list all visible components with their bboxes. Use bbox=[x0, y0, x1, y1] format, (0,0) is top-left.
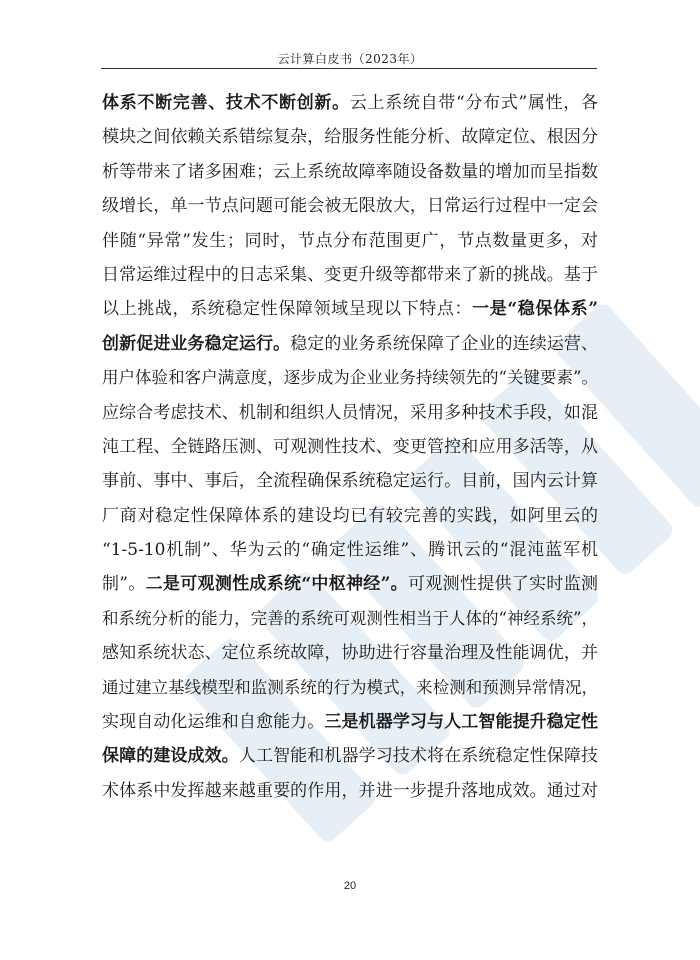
bold-text-segment: 保障的建设成效。 bbox=[102, 746, 239, 767]
text-line bbox=[102, 602, 598, 636]
text-segment: 实现自动化运维和自愈能力。 bbox=[102, 712, 325, 733]
text-segment: 制”。 bbox=[102, 574, 146, 595]
header-divider bbox=[101, 68, 597, 69]
text-line bbox=[102, 739, 598, 773]
text-segment: 析等带来了诸多困难；云上系统故障率随设备数量的增加而呈指数 bbox=[102, 161, 598, 182]
header-title: 云计算白皮书（2023年） bbox=[277, 52, 423, 66]
text-line bbox=[102, 258, 598, 292]
body-text bbox=[102, 86, 598, 808]
text-segment: 术体系中发挥越来越重要的作用，并进一步提升落地成效。通过对 bbox=[102, 780, 598, 801]
text-line bbox=[102, 499, 598, 533]
text-line bbox=[102, 189, 598, 223]
text-segment: 云上系统自带“分布式”属性，各 bbox=[349, 93, 598, 113]
text-segment: 级增长，单一节点问题可能会被无限放大，日常运行过程中一定会 bbox=[102, 196, 598, 217]
text-segment: 人工智能和机器学习技术将在系统稳定性保障技 bbox=[238, 746, 599, 767]
bold-text-segment: 一是“稳保体系” bbox=[472, 299, 598, 320]
text-segment: 以上挑战，系统稳定性保障领域呈现以下特点： bbox=[102, 299, 473, 320]
bold-text-segment: 创新促进业务稳定运行。 bbox=[102, 333, 291, 354]
text-segment: 应综合考虑技术、机制和组织人员情况，采用多种技术手段，如混 bbox=[102, 402, 598, 423]
text-line bbox=[102, 464, 598, 498]
text-segment: 可观测性提供了实时监测 bbox=[407, 574, 598, 595]
text-line bbox=[102, 396, 598, 430]
text-line bbox=[102, 155, 598, 189]
text-segment: 厂商对稳定性保障体系的建设均已有较完善的实践，如阿里云的 bbox=[102, 505, 598, 526]
text-segment: “1-5-10机制”、华为云的“确定性运维”、腾讯云的“混沌蓝军机 bbox=[102, 540, 598, 561]
bold-text-segment: 三是机器学习与人工智能提升稳定性 bbox=[324, 712, 599, 733]
text-segment: 稳定的业务系统保障了企业的连续运营、 bbox=[290, 333, 599, 354]
text-segment: 模块之间依赖关系错综复杂，给服务性能分析、故障定位、根因分 bbox=[102, 127, 598, 148]
text-segment: 和系统分析的能力，完善的系统可观测性相当于人体的“神经系统”， bbox=[102, 608, 598, 628]
text-segment: 事前、事中、事后，全流程确保系统稳定运行。目前，国内云计算 bbox=[102, 471, 598, 492]
text-segment: 感知系统状态、定位系统故障，协助进行容量治理及性能调优，并 bbox=[102, 643, 598, 664]
text-segment: 日常运维过程中的日志采集、变更升级等都带来了新的挑战。基于 bbox=[102, 264, 598, 285]
text-segment: 沌工程、全链路压测、可观测性技术、变更管控和应用多活等，从 bbox=[102, 436, 598, 457]
text-line bbox=[102, 361, 598, 395]
text-segment: 通过建立基线模型和监测系统的行为模式，来检测和预测异常情况， bbox=[102, 677, 598, 697]
text-line bbox=[102, 86, 598, 120]
text-line bbox=[102, 120, 598, 154]
bold-text-segment: 体系不断完善、技术不断创新。 bbox=[102, 93, 350, 113]
text-segment: 伴随“异常”发生；同时，节点分布范围更广，节点数量更多，对 bbox=[102, 230, 598, 251]
bold-text-segment: 二是可观测性成系统“中枢神经”。 bbox=[145, 574, 408, 595]
text-line bbox=[102, 567, 598, 601]
text-line bbox=[102, 774, 598, 808]
text-line bbox=[102, 705, 598, 739]
text-line bbox=[102, 430, 598, 464]
text-line bbox=[102, 533, 598, 567]
text-line bbox=[102, 292, 598, 326]
text-line bbox=[102, 671, 598, 705]
text-line bbox=[102, 327, 598, 361]
text-line bbox=[102, 224, 598, 258]
text-line bbox=[102, 636, 598, 670]
text-segment: 用户体验和客户满意度，逐步成为企业业务持续领先的“关键要素”。 bbox=[102, 368, 598, 388]
page-number: 20 bbox=[343, 880, 357, 892]
